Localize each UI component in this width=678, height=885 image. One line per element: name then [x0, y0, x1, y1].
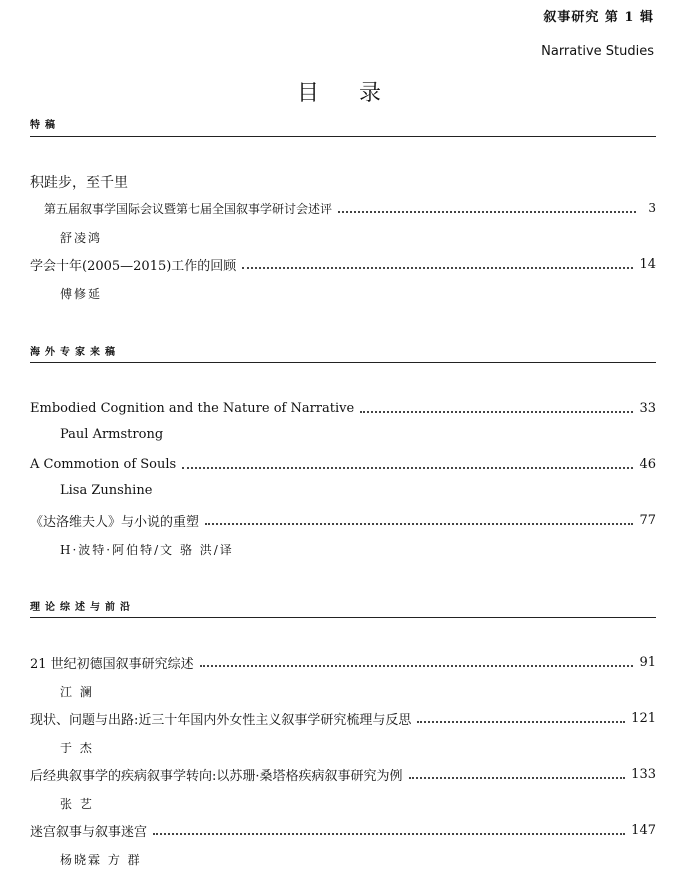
- toc-entry-author: 杨晓霖 方 群: [60, 853, 142, 867]
- section-label: 理论综述与前沿: [30, 602, 135, 613]
- toc-entry-title: 21 世纪初德国叙事研究综述: [30, 656, 194, 672]
- leader-dots: [242, 267, 633, 269]
- toc-entry-title: 后经典叙事学的疾病叙事学转向:以苏珊·桑塔格疾病叙事研究为例: [30, 768, 403, 784]
- toc-entry[interactable]: [30, 764, 656, 784]
- toc-entry[interactable]: [30, 254, 656, 274]
- toc-entry-title: 积跬步，至千里: [30, 175, 128, 191]
- page-number: 77: [639, 512, 656, 528]
- leader-dots: [409, 777, 626, 779]
- toc-entry-author: Lisa Zunshine: [60, 483, 153, 498]
- toc-entry-title: 现状、问题与出路:近三十年国内外女性主义叙事学研究梳理与反思: [30, 712, 412, 728]
- toc-entry-author: H·波特·阿伯特/文 骆 洪/译: [60, 543, 234, 557]
- toc-entry-title: 第五届叙事学国际会议暨第七届全国叙事学研讨会述评: [44, 201, 333, 216]
- page-number: 91: [639, 654, 656, 670]
- toc-entry[interactable]: [30, 708, 656, 728]
- toc-entry-author: 傅修延: [60, 287, 103, 301]
- toc-title: 目录: [296, 81, 421, 106]
- toc-entry-author: 于 杰: [60, 741, 94, 755]
- section-label: 海外专家来稿: [30, 347, 120, 358]
- toc-entry[interactable]: [30, 820, 656, 840]
- toc-entry-author: 舒凌鸿: [60, 231, 103, 245]
- section-label: 特稿: [30, 120, 60, 131]
- toc-entry-author: 江 澜: [60, 685, 94, 699]
- toc-entry[interactable]: [30, 652, 656, 672]
- journal-title: 叙事研究 第 1 辑: [543, 10, 654, 25]
- leader-dots: [205, 523, 633, 525]
- leader-dots: [200, 665, 634, 667]
- journal-title-en: Narrative Studies: [541, 44, 654, 59]
- toc-entry-title: A Commotion of Souls: [30, 456, 177, 472]
- toc-entry-title: 迷宫叙事与叙事迷宫: [30, 824, 148, 840]
- leader-dots: [417, 721, 625, 723]
- page-number: 46: [639, 456, 656, 472]
- toc-entry-title: 《达洛维夫人》与小说的重塑: [30, 514, 200, 530]
- leader-dots: [182, 467, 633, 469]
- section-divider: [30, 362, 656, 363]
- toc-entry[interactable]: [30, 510, 656, 530]
- section-divider: [30, 617, 656, 618]
- toc-entry[interactable]: [44, 198, 656, 218]
- toc-entry-title: Embodied Cognition and the Nature of Narrative: [30, 400, 355, 416]
- leader-dots: [338, 211, 636, 213]
- page-number: 121: [631, 710, 656, 726]
- toc-entry-author: Paul Armstrong: [60, 427, 164, 442]
- toc-entry[interactable]: [30, 454, 656, 474]
- toc-entry-title: 学会十年(2005—2015)工作的回顾: [30, 258, 237, 274]
- page-number: 33: [639, 400, 656, 416]
- page-number: 133: [631, 766, 656, 782]
- page-number: 14: [639, 256, 656, 272]
- toc-entry-author: 张 艺: [60, 797, 94, 811]
- section-divider: [30, 136, 656, 137]
- page-number: 3: [648, 201, 656, 215]
- page-number: 147: [631, 822, 656, 838]
- leader-dots: [153, 833, 625, 835]
- toc-entry[interactable]: [30, 398, 656, 418]
- leader-dots: [360, 411, 633, 413]
